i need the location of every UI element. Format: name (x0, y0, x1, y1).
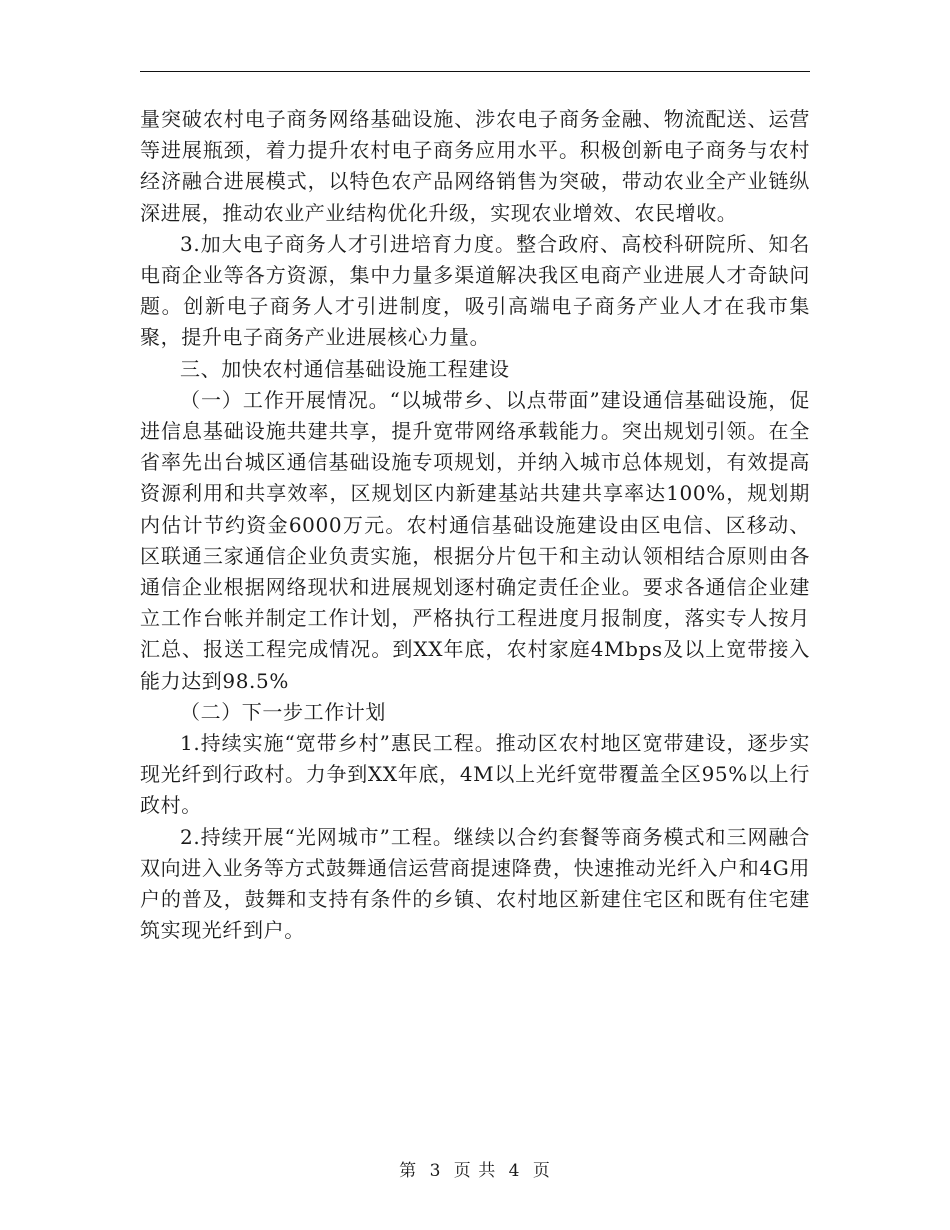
body-paragraph: 1.持续实施“宽带乡村”惠民工程。推动区农村地区宽带建设，逐步实现光纤到行政村。力争到XX年底，4M以上光纤宽带覆盖全区95%以上行政村。 (140, 731, 810, 818)
body-paragraph: 2.持续开展“光网城市”工程。继续以合约套餐等商务模式和三网融合双向进入业务等方式鼓舞通信运营商提速降费，快速推动光纤入户和4G用户的普及，鼓舞和支持有条件的乡镇、农村地区新建住宅区和既有住宅建筑实现光纤到户。 (140, 824, 810, 943)
page-label-prefix: 第 (399, 1161, 418, 1181)
subsection-heading: （二）下一步工作计划 (180, 699, 386, 724)
page-total: 4 (508, 1161, 521, 1181)
document-body (140, 104, 810, 946)
body-paragraph: 3.加大电子商务人才引进培育力度。整合政府、高校科研院所、知名电商企业等各方资源，集中力量多渠道解决我区电商产业进展人才奇缺问题。创新电子商务人才引进制度，吸引高端电子商务产业人才在我市集聚，提升电子商务产业进展核心力量。 (140, 231, 810, 350)
header-rule (140, 71, 810, 72)
section-heading: 三、加快农村通信基础设施工程建设 (180, 356, 510, 381)
body-paragraph: 量突破农村电子商务网络基础设施、涉农电子商务金融、物流配送、运营等进展瓶颈，着力提升农村电子商务应用水平。积极创新电子商务与农村经济融合进展模式，以特色农产品网络销售为突破，带动农业全产业链纵深进展，推动农业产业结构优化升级，实现农业增效、农民增收。 (140, 107, 810, 225)
page-label-middle: 页 共 (453, 1161, 497, 1181)
page-number: 3 (429, 1161, 442, 1181)
body-paragraph: （一）工作开展情况。“以城带乡、以点带面”建设通信基础设施，促进信息基础设施共建共享，提升宽带网络承载能力。突出规划引领。在全省率先出台城区通信基础设施专项规划，并纳入城市总体规划，有效提高资源利用和共享效率，区规划区内新建基站共建共享率达100%，规划期内估计节约资金6000万元。农村通信基础设施建设由区电信、区移动、区联通三家通信企业负责实施，根据分片包干和主动认领相结合原则由各通信企业根据网络现状和进展规划逐村确定责任企业。要求各通信企业建立工作台帐并制定工作计划，严格执行工程进度月报制度，落实专人按月汇总、报送工程完成情况。到XX年底，农村家庭4Mbps及以上宽带接入能力达到98.5% (140, 387, 810, 693)
page-label-suffix: 页 (532, 1161, 551, 1181)
page-footer (0, 1156, 950, 1181)
